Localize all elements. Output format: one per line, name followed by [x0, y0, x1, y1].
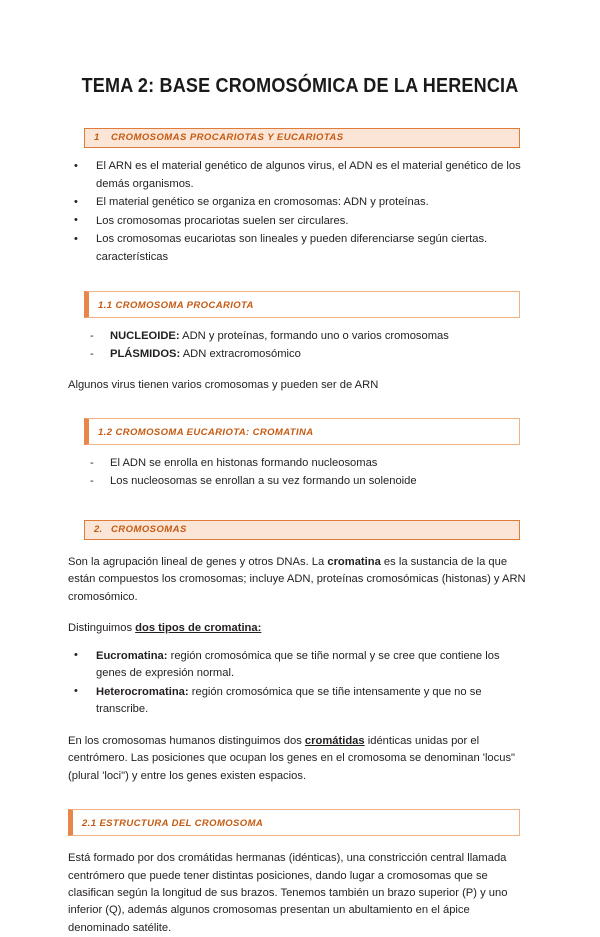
list-item: - El ADN se enrolla en histonas formando nucleosomas: [110, 454, 530, 472]
term-eucromatina: Eucromatina:: [96, 649, 168, 662]
lead-in-emphasis: dos tipos de cromatina:: [135, 622, 262, 635]
subsection-title-1-1: 1.1 CROMOSOMA PROCARIOTA: [98, 299, 254, 311]
term-heterocromatina: Heterocromatina:: [96, 685, 189, 698]
paragraph-part1: En los cromosomas humanos distinguimos dos: [68, 734, 305, 747]
paragraph-emphasis-cromatidas: cromátidas: [304, 734, 365, 747]
subsection-header-1-2: [84, 418, 520, 445]
section-number-1: 1: [94, 132, 100, 143]
list-item: • El ARN es el material genético de algunos virus, el ADN es el material genético de los demás organismos.: [96, 158, 530, 193]
section-header-2: [84, 520, 520, 540]
section-title-1: CROMOSOMAS PROCARIOTAS Y EUCARIOTAS: [111, 132, 344, 143]
subsection-2-1-body: Está formado por dos cromátidas hermanas (idénticas), una constricción central llamada centrómero que puede tener distintas posiciones, dando lugar a cromosomas que se clasifican según la longitud de sus brazos. Tenemos también un brazo superior (P) y uno inferior (Q), además algunos cromosomas presentan un abultamiento en el ápice denominado satélite.: [68, 852, 508, 934]
section-1-bullet-list: [0, 158, 530, 267]
section-number-2: 2.: [94, 523, 103, 535]
definition-plasmidos: ADN extracromosómico: [180, 347, 301, 360]
subsection-title-2-1: 2.1 ESTRUCTURA DEL CROMOSOMA: [82, 818, 264, 830]
list-item: • El material genético se organiza en cromosomas: ADN y proteínas.: [96, 194, 530, 212]
chromatin-type-list: [0, 648, 530, 719]
list-item: [110, 345, 530, 363]
section-2-lead-in: [68, 620, 530, 637]
page-title: TEMA 2: BASE CROMOSÓMICA DE LA HERENCIA: [81, 74, 519, 97]
intro-text-part2: es la sustancia de la que están compuestos los cromosomas; incluye ADN, proteínas cromosómicas (histonas) y ARN cromosómico.: [68, 555, 526, 603]
list-item: • Los cromosomas eucariotas son lineales y pueden diferenciarse según ciertas. características: [96, 231, 530, 266]
list-item: - Los nucleosomas se enrollan a su vez formando un solenoide: [110, 472, 530, 490]
list-item: [96, 648, 530, 683]
definition-eucromatina: región cromosómica que se tiñe normal y se cree que contiene los genes de expresión normal.: [96, 649, 500, 680]
list-item: [96, 684, 530, 719]
subsection-1-2-list: [0, 454, 530, 490]
section-2-intro: [68, 554, 530, 606]
subsection-header-2-1: [68, 809, 520, 836]
intro-text-part1: Son la agrupación lineal de genes y otros DNAs. La: [68, 555, 328, 568]
section-title-2: CROMOSOMAS: [111, 523, 187, 535]
subsection-title-1-2: 1.2 CROMOSOMA EUCARIOTA: CROMATINA: [98, 426, 314, 438]
paragraph-part2: idénticas unidas por el centrómero. Las posiciones que ocupan los genes en el cromosoma se denominan 'locus" (plural 'loci") y entre los genes existen espacios.: [68, 734, 516, 782]
subsection-1-1-list: [0, 327, 530, 363]
term-nucleoide: NUCLEOIDE:: [110, 329, 180, 342]
subsection-header-1-1: [84, 291, 520, 318]
term-plasmidos: PLÁSMIDOS:: [110, 347, 181, 360]
lead-in-plain: Distinguimos: [68, 622, 136, 635]
list-item: [110, 327, 530, 345]
definition-heterocromatina: región cromosómica que se tiñe intensamente y que no se transcribe.: [96, 685, 482, 716]
intro-bold-cromatina: cromatina: [327, 555, 381, 568]
subsection-1-1-note: Algunos virus tienen varios cromosomas y pueden ser de ARN: [68, 378, 379, 391]
section-2-paragraph: [68, 733, 530, 785]
definition-nucleoide: ADN y proteínas, formando uno o varios cromosomas: [179, 329, 449, 342]
section-header-1: [84, 128, 520, 148]
list-item: • Los cromosomas procariotas suelen ser circulares.: [96, 213, 530, 231]
